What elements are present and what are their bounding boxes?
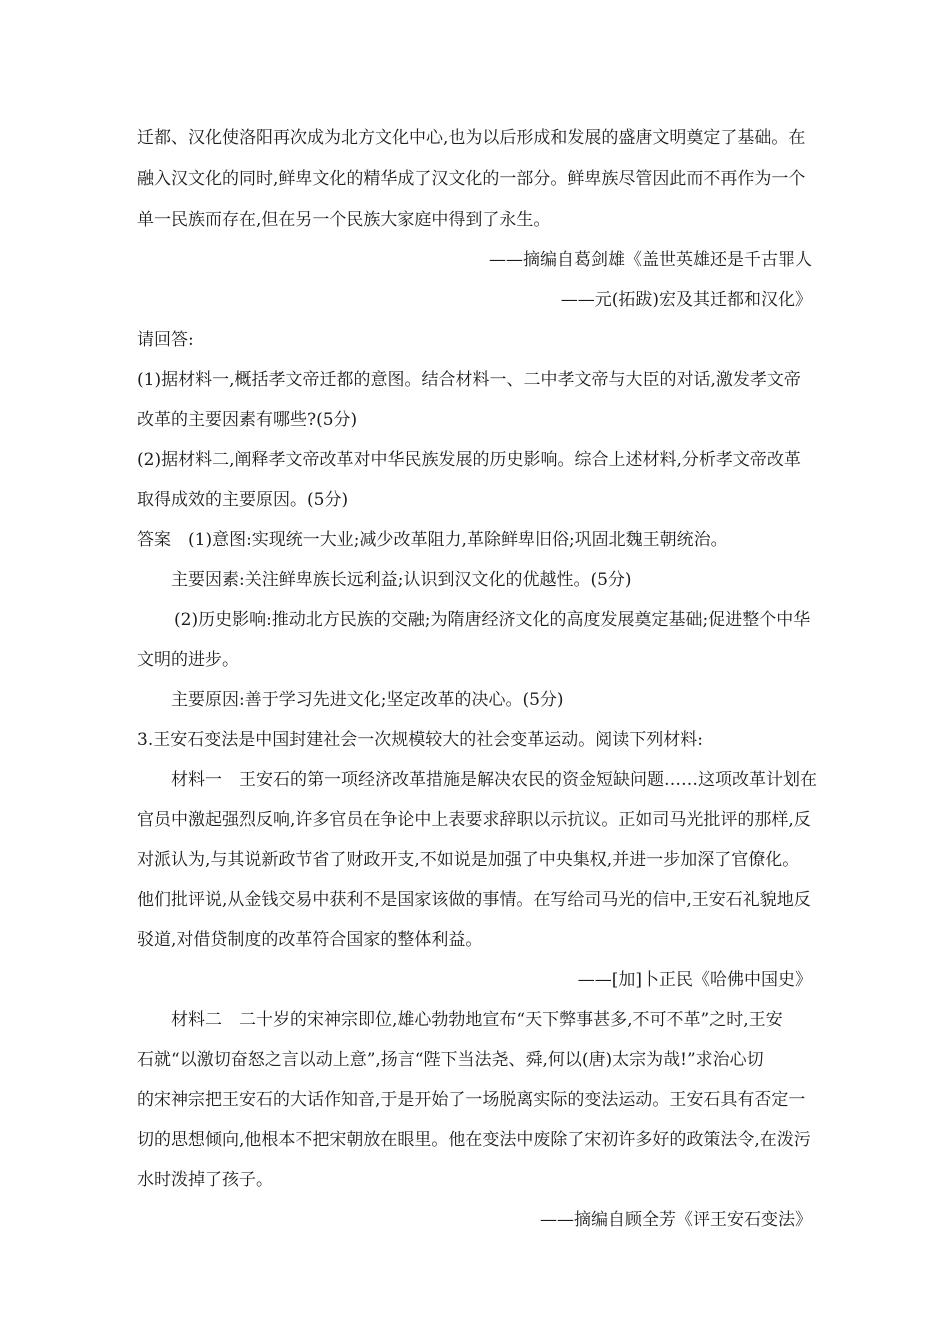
material-1-line: 材料一 王安石的第一项经济改革措施是解决农民的资金短缺问题……这项改革计划在 — [171, 770, 817, 790]
material-text-line: 迁都、汉化使洛阳再次成为北方文化中心,也为以后形成和发展的盛唐文明奠定了基础。在 — [137, 128, 806, 148]
material-2-line: 水时泼掉了孩子。 — [137, 1170, 273, 1190]
source-citation: ——[加]卜正民《哈佛中国史》 — [577, 970, 812, 990]
source-citation: ——摘编自顾全芳《评王安石变法》 — [540, 1210, 812, 1230]
material-2-line: 材料二 二十岁的宋神宗即位,雄心勃勃地宣布“天下弊事甚多,不可不革”之时,王安 — [171, 1010, 783, 1030]
answer-2: (2)历史影响:推动北方民族的交融;为隋唐经济文化的高度发展奠定基础;促进整个中华 — [174, 610, 811, 630]
material-text-line: 融入汉文化的同时,鲜卑文化的精华成了汉文化的一部分。鲜卑族尽管因此而不再作为一个 — [137, 169, 806, 189]
source-citation: ——元(拓跋)宏及其迁都和汉化》 — [560, 290, 812, 310]
answer-1-factors: 主要因素:关注鲜卑族长远利益;认识到汉文化的优越性。(5分) — [171, 570, 632, 590]
question-2: (2)据材料二,阐释孝文帝改革对中华民族发展的历史影响。综合上述材料,分析孝文帝改革 — [137, 450, 801, 470]
answer-2-reasons: 主要原因:善于学习先进文化;坚定改革的决心。(5分) — [171, 690, 564, 710]
source-citation: ——摘编自葛剑雄《盖世英雄还是千古罪人 — [489, 250, 812, 270]
question-3-intro: 3.王安石变法是中国封建社会一次规模较大的社会变革运动。阅读下列材料: — [137, 730, 703, 750]
material-1-line: 对派认为,与其说新政节省了财政开支,不如说是加强了中央集权,并进一步加深了官僚化。 — [137, 850, 800, 870]
material-2-line: 石就“以激切奋怒之言以动上意”,扬言“陛下当法尧、舜,何以(唐)太宗为哉!”求治心切 — [137, 1050, 764, 1070]
answer-1: 答案 (1)意图:实现统一大业;减少改革阻力,革除鲜卑旧俗;巩固北魏王朝统治。 — [137, 530, 728, 550]
question-1: (1)据材料一,概括孝文帝迁都的意图。结合材料一、二中孝文帝与大臣的对话,激发孝文帝 — [137, 370, 801, 390]
question-1: 改革的主要因素有哪些?(5分) — [137, 410, 358, 430]
material-2-line: 切的思想倾向,他根本不把宋朝放在眼里。他在变法中废除了宋初许多好的政策法令,在泼污 — [137, 1130, 811, 1150]
answer-2: 文明的进步。 — [137, 650, 239, 670]
material-1-line: 官员中激起强烈反响,许多官员在争论中上表要求辞职以示抗议。正如司马光批评的那样,反 — [137, 810, 811, 830]
material-text-line: 单一民族而存在,但在另一个民族大家庭中得到了永生。 — [137, 210, 551, 230]
question-2: 取得成效的主要原因。(5分) — [137, 490, 349, 510]
material-1-line: 驳道,对借贷制度的改革符合国家的整体利益。 — [137, 930, 483, 950]
material-1-line: 他们批评说,从金钱交易中获利不是国家该做的事情。在写给司马光的信中,王安石礼貌地反 — [137, 890, 811, 910]
prompt-text: 请回答: — [137, 330, 194, 350]
material-2-line: 的宋神宗把王安石的大话作知音,于是开始了一场脱离实际的变法运动。王安石具有否定一 — [137, 1090, 806, 1110]
